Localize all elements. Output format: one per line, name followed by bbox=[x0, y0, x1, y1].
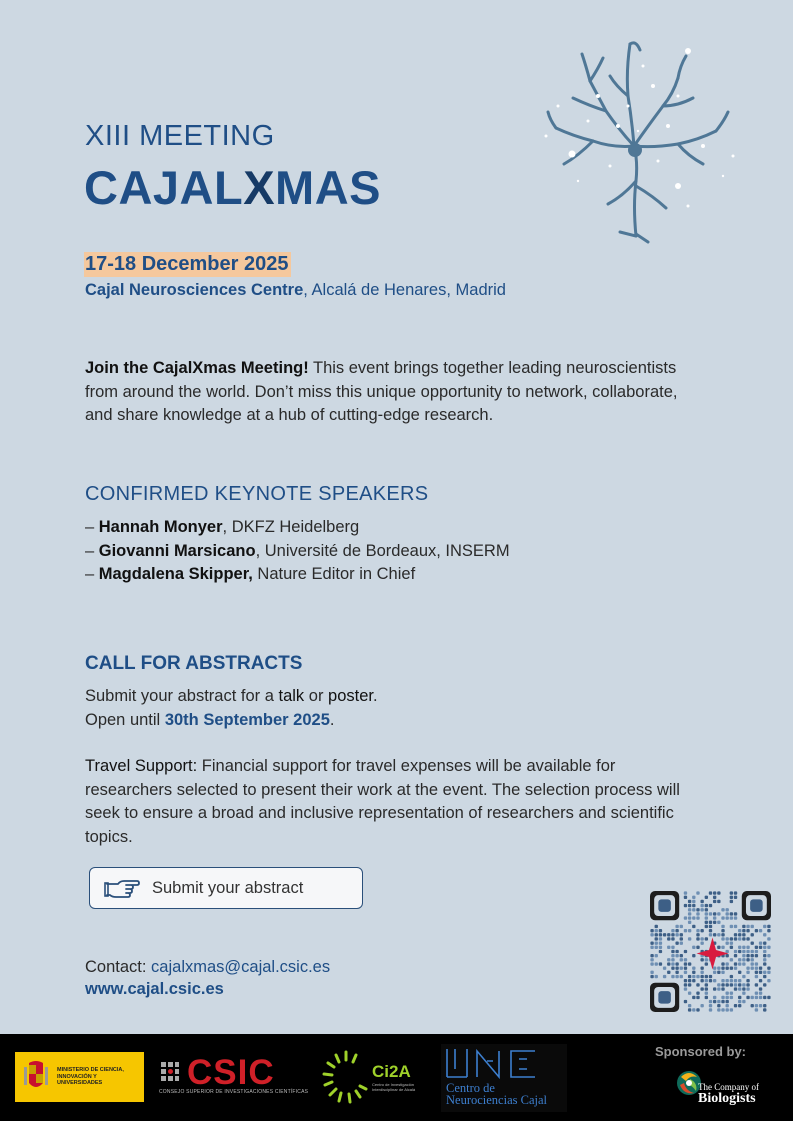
speaker-name: Magdalena Skipper, bbox=[98, 565, 253, 583]
contact-email-link[interactable]: cajalxmas@cajal.csic.es bbox=[151, 958, 331, 976]
intro-paragraph bbox=[85, 357, 695, 428]
title-part-cajal: CAJAL bbox=[84, 161, 244, 214]
spain-crest-icon bbox=[21, 1059, 51, 1095]
ci2a-wordmark: Ci2A bbox=[372, 1062, 411, 1081]
sponsor-name-line-2: Biologists bbox=[698, 1091, 756, 1106]
cnc-name bbox=[446, 1082, 547, 1106]
travel-support-label: Travel Support: bbox=[85, 757, 198, 775]
neuron-illustration bbox=[528, 36, 748, 246]
speaker-list bbox=[85, 516, 510, 587]
speaker-dash: – bbox=[85, 541, 99, 560]
meeting-kicker: XIII MEETING bbox=[85, 120, 275, 152]
csic-wordmark: CSIC bbox=[187, 1053, 275, 1092]
cnc-name-line-1: Centro de bbox=[446, 1081, 495, 1095]
title-part-mas: MAS bbox=[275, 161, 381, 214]
cfa-open-until: Open until bbox=[85, 710, 165, 729]
ministry-logo bbox=[15, 1052, 144, 1102]
submit-abstract-button[interactable] bbox=[89, 867, 363, 909]
submit-abstract-label: Submit your abstract bbox=[152, 878, 304, 897]
contact-line bbox=[85, 956, 330, 980]
speaker-dash: – bbox=[85, 518, 99, 536]
company-of-biologists-logo bbox=[676, 1063, 776, 1113]
meeting-title bbox=[84, 160, 381, 215]
speaker-affiliation: , Université de Bordeaux, INSERM bbox=[255, 541, 510, 560]
travel-support-paragraph bbox=[85, 755, 685, 849]
speaker-affiliation: Nature Editor in Chief bbox=[252, 565, 416, 583]
cnc-monogram-icon bbox=[445, 1047, 555, 1081]
cfa-deadline: 30th September 2025 bbox=[164, 710, 330, 729]
cfa-text-a: Submit your abstract for a bbox=[85, 687, 279, 705]
call-for-abstracts-text bbox=[85, 685, 378, 732]
ci2a-burst-icon bbox=[320, 1046, 372, 1108]
cfa-or: or bbox=[304, 687, 329, 705]
qr-code[interactable] bbox=[650, 891, 771, 1012]
cfa-poster: poster bbox=[328, 687, 373, 705]
event-date: 17-18 December 2025 bbox=[84, 252, 291, 277]
speaker-item bbox=[85, 540, 510, 564]
cnc-name-line-2: Neurociencias Cajal bbox=[446, 1093, 547, 1107]
venue-location: , Alcalá de Henares, Madrid bbox=[303, 281, 506, 299]
keynote-heading: CONFIRMED KEYNOTE SPEAKERS bbox=[85, 483, 429, 505]
cfa-period-2: . bbox=[329, 710, 335, 729]
sponsor-name-line-1: The Company of bbox=[698, 1082, 759, 1092]
title-part-x: X bbox=[243, 161, 276, 214]
ci2a-subtitle: Centro de Investigación Interdisciplinar de Alcalá bbox=[372, 1082, 416, 1092]
event-venue bbox=[85, 281, 506, 300]
speaker-name: Hannah Monyer bbox=[98, 518, 223, 536]
intro-body: This event brings together leading neuroscientists from around the world. Don’t miss this unique opportunity to network, collaborate, and share knowledge at a hub of cutting-edge research. bbox=[85, 359, 678, 424]
speaker-item bbox=[85, 516, 510, 540]
sponsor-name bbox=[698, 1081, 759, 1105]
speaker-item bbox=[85, 563, 510, 587]
cfa-line-1 bbox=[85, 685, 378, 709]
sponsored-by-label: Sponsored by: bbox=[655, 1044, 747, 1059]
csic-logo bbox=[157, 1053, 309, 1098]
contact-label: Contact: bbox=[85, 958, 152, 976]
speaker-affiliation: , DKFZ Heidelberg bbox=[222, 518, 360, 536]
intro-lead: Join the CajalXmas Meeting! bbox=[85, 359, 309, 377]
travel-support-text: Financial support for travel expenses will be available for researchers selected to present their work at the event. The selection process will seek to ensure a broad and inclusive representation of researchers and scientific topics. bbox=[85, 757, 680, 846]
csic-subtitle: CONSEJO SUPERIOR DE INVESTIGACIONES CIENTÍFICAS bbox=[159, 1089, 309, 1095]
venue-name: Cajal Neurosciences Centre bbox=[85, 281, 304, 299]
cfa-line-2 bbox=[85, 709, 378, 733]
csic-emblem-icon bbox=[159, 1060, 181, 1084]
speaker-dash: – bbox=[85, 565, 99, 583]
speaker-name: Giovanni Marsicano bbox=[98, 541, 256, 560]
pointing-hand-icon bbox=[104, 876, 140, 900]
ci2a-logo bbox=[320, 1046, 430, 1108]
website-link[interactable]: www.cajal.csic.es bbox=[85, 980, 224, 998]
cnc-logo bbox=[441, 1044, 567, 1112]
call-for-abstracts-heading: CALL FOR ABSTRACTS bbox=[85, 653, 303, 674]
ministry-name: MINISTERIO DE CIENCIA, INNOVACIÓN Y UNIVERSIDADES bbox=[57, 1067, 124, 1087]
cfa-period: . bbox=[372, 687, 378, 705]
cfa-talk: talk bbox=[278, 687, 305, 705]
